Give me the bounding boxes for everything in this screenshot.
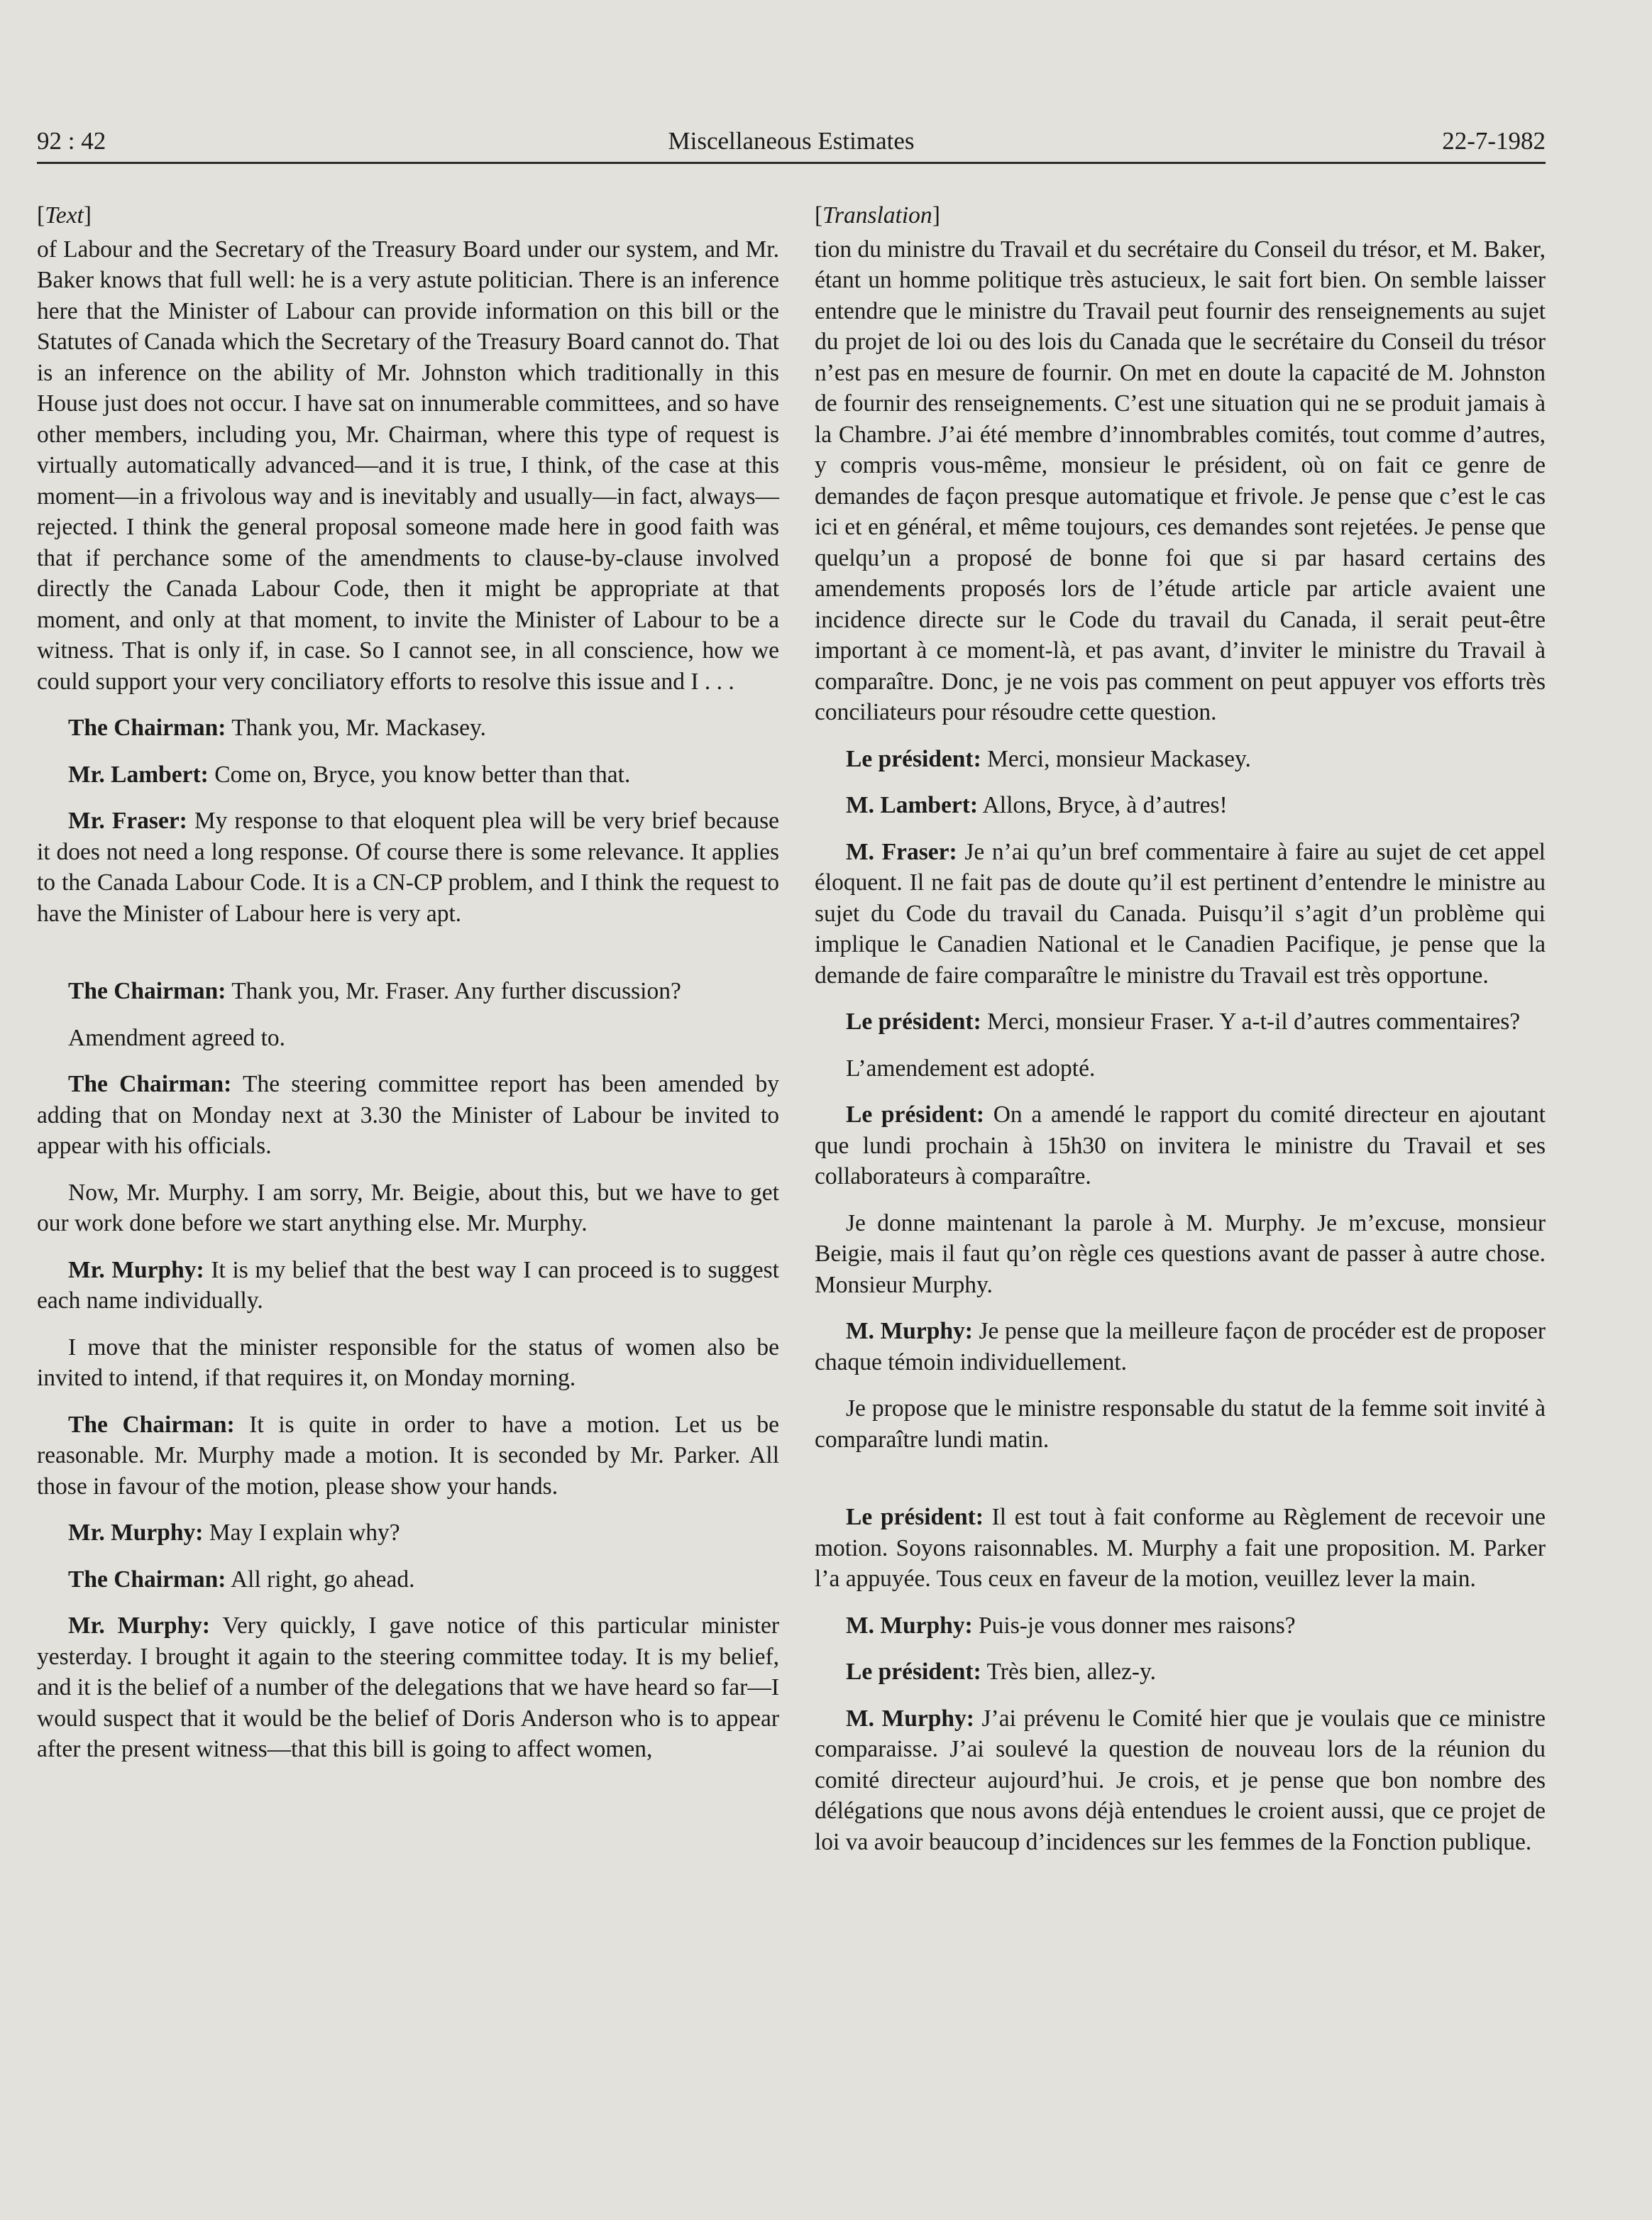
- speaker-label: M. Murphy:: [846, 1612, 973, 1639]
- speaker-label: Mr. Murphy:: [68, 1256, 204, 1283]
- paragraph: The Chairman: Thank you, Mr. Mackasey.: [68, 715, 486, 741]
- speaker-label: The Chairman:: [68, 715, 226, 741]
- speaker-label: Mr. Murphy:: [68, 1520, 204, 1546]
- paragraph: of Labour and the Secretary of the Treasury Board under our system, and Mr. Baker knows that full well: he is a very astute politician. There is an inference here that the Minister of Labour can provide information on this bill or the Statutes of Canada which the Secretary of the Treasury Board cannot do. That is an inference on the ability of Mr. Johnston which traditionally in this House just does not occur. I have sat on innumerable committees, and so have other members, including you, Mr. Chairman, where this type of request is virtually automatically advanced—and it is true, I think, of the case at this moment—in a frivolous way and is inevitably and usually—in fact, always—rejected. I think the general proposal someone made here in good faith was that if perchance some of the amendments to clause-by-clause involved directly the Canada Labour Code, then it might be appropriate at that moment, and only at that moment, to invite the Minister of Labour to be a witness. That is only if, in case. So I cannot see, in all conscience, how we could support your very conciliatory efforts to resolve this issue and I . . .: [37, 236, 779, 695]
- paragraph: tion du ministre du Travail et du secrétaire du Conseil du trésor, et M. Baker, étant un homme politique très astucieux, le sait fort bien. On semble laisser entendre que le ministre du Travail peut fournir des renseignements au sujet du projet de loi ou des lois du Canada que le secrétaire du Conseil du trésor n’est pas en mesure de fournir. On met en doute la capacité de M. Johnston de fournir des renseignements. C’est une situation qui ne se produit jamais à la Chambre. J’ai été membre d’innombrables comités, tout comme d’autres, y compris vous-même, monsieur le président, où on fait ce genre de demandes de façon presque automatique et frivole. Je pense que c’est le cas ici et en général, et même toujours, ces demandes sont rejetées. Je pense que quelqu’un a proposé de bonne foi que si par hasard certains des amendements proposés lors de l’étude article par article avaient une incidence directe sur le Code du travail du Canada, il serait peut-être important à ce moment-là, et pas avant, d’inviter le ministre du Travail à comparaître. Donc, je ne vois pas comment on peut appuyer vos efforts très conciliateurs pour résoudre cette question.: [815, 236, 1546, 725]
- paragraph: The Chairman: It is quite in order to have a motion. Let us be reasonable. Mr. Murphy made a motion. It is seconded by Mr. Parker. All those in favour of the motion, please show your hands.: [37, 1411, 779, 1500]
- paragraph: Le président: Merci, monsieur Fraser. Y a-t-il d’autres commentaires?: [846, 1009, 1521, 1035]
- paragraph: Le président: Merci, monsieur Mackasey.: [846, 745, 1251, 772]
- speaker-label: Le président:: [846, 1009, 981, 1035]
- page-number: 92 : 42: [37, 127, 106, 155]
- paragraph: Le président: On a amendé le rapport du comité directeur en ajoutant que lundi prochain à 15h30 on invitera le ministre du Travail et ses collaborateurs à comparaître.: [815, 1101, 1546, 1189]
- speaker-label: Le président:: [846, 1504, 984, 1530]
- speaker-label: Mr. Lambert:: [68, 761, 209, 788]
- page-header: [37, 121, 1546, 164]
- paragraph: M. Lambert: Allons, Bryce, à d’autres!: [846, 792, 1228, 818]
- paragraph: Now, Mr. Murphy. I am sorry, Mr. Beigie, about this, but we have to get our work done before we start anything else. Mr. Murphy.: [37, 1179, 779, 1236]
- page-title: Miscellaneous Estimates: [668, 127, 915, 155]
- paragraph: L’amendement est adopté.: [846, 1055, 1096, 1082]
- paragraph: The Chairman: The steering committee report has been amended by adding that on Monday next at 3.30 the Minister of Labour be invited to appear with his officials.: [37, 1071, 779, 1159]
- paragraph: Mr. Murphy: It is my belief that the best way I can proceed is to suggest each name individually.: [37, 1256, 779, 1314]
- english-column: [37, 192, 779, 1781]
- paragraph: M. Murphy: Je pense que la meilleure façon de procéder est de proposer chaque témoin individuellement.: [815, 1318, 1546, 1375]
- speaker-label: The Chairman:: [68, 1411, 235, 1438]
- paragraph: Mr. Murphy: Very quickly, I gave notice of this particular minister yesterday. I brought it again to the steering committee today. It is my belief, and it is the belief of a number of the delegations that we have heard so far—I would suspect that it would be the belief of Doris Anderson who is to appear after the present witness—that this bill is going to affect women,: [37, 1612, 779, 1762]
- speaker-label: Mr. Fraser:: [68, 808, 187, 834]
- paragraph: The Chairman: Thank you, Mr. Fraser. Any further discussion?: [68, 978, 681, 1004]
- paragraph: M. Fraser: Je n’ai qu’un bref commentaire à faire au sujet de cet appel éloquent. Il ne fait pas de doute qu’il est pertinent d’entendre le ministre au sujet du Code du travail du Canada. Puisqu’il s’agit d’un problème qui implique le Canadien National et le Canadien Pacifique, je pense que la demande de faire comparaître le ministre du Travail est très opportune.: [815, 838, 1546, 989]
- speaker-label: The Chairman:: [68, 1071, 232, 1097]
- speaker-label: Mr. Murphy:: [68, 1612, 211, 1639]
- speaker-label: M. Murphy:: [846, 1705, 974, 1732]
- speaker-label: M. Murphy:: [846, 1318, 973, 1344]
- paragraph: Mr. Fraser: My response to that eloquent plea will be very brief because it does not need a long response. Of course there is some relevance. It applies to the Canada Labour Code. It is a CN-CP problem, and I think the request to have the Minister of Labour here is very apt.: [37, 808, 779, 927]
- speaker-label: Le président:: [846, 1101, 985, 1128]
- paragraph: The Chairman: All right, go ahead.: [68, 1566, 415, 1593]
- paragraph: Je propose que le ministre responsable du statut de la femme soit invité à comparaître lundi matin.: [815, 1395, 1546, 1453]
- text-tag: [Text]: [37, 202, 92, 229]
- speaker-label: Le président:: [846, 745, 981, 772]
- page-date: 22-7-1982: [1442, 127, 1546, 155]
- speaker-label: The Chairman:: [68, 1566, 226, 1593]
- speaker-label: The Chairman:: [68, 978, 226, 1004]
- paragraph: Je donne maintenant la parole à M. Murphy. Je m’excuse, monsieur Beigie, mais il faut qu’on règle ces questions avant de passer à autre chose. Monsieur Murphy.: [815, 1209, 1546, 1298]
- paragraph: I move that the minister responsible for the status of women also be invited to intend, if that requires it, on Monday morning.: [37, 1334, 779, 1391]
- speaker-label: M. Lambert:: [846, 792, 979, 818]
- paragraph: Le président: Il est tout à fait conforme au Règlement de recevoir une motion. Soyons raisonnables. M. Murphy a fait une proposition. M. Parker l’a appuyée. Tous ceux en faveur de la motion, veuillez lever la main.: [815, 1504, 1546, 1592]
- paragraph: M. Murphy: J’ai prévenu le Comité hier que je voulais que ce ministre comparaisse. J’ai soulevé la question de nouveau lors de la réunion du comité directeur aujourd’hui. Je crois, et je pense que bon nombre des délégations que nous avons déjà entendues le croient aussi, que ce projet de loi va avoir beaucoup d’incidences sur les femmes de la Fonction publique.: [815, 1705, 1546, 1855]
- paragraph: Amendment agreed to.: [68, 1024, 286, 1051]
- paragraph: Mr. Lambert: Come on, Bryce, you know better than that.: [68, 761, 631, 788]
- paragraph: M. Murphy: Puis-je vous donner mes raisons?: [846, 1612, 1296, 1639]
- translation-tag: [Translation]: [815, 202, 940, 229]
- paragraph: Mr. Murphy: May I explain why?: [68, 1520, 400, 1546]
- paragraph: Le président: Très bien, allez-y.: [846, 1659, 1156, 1685]
- speaker-label: M. Fraser:: [846, 838, 957, 865]
- speaker-label: Le président:: [846, 1659, 981, 1685]
- french-column: [815, 192, 1546, 1873]
